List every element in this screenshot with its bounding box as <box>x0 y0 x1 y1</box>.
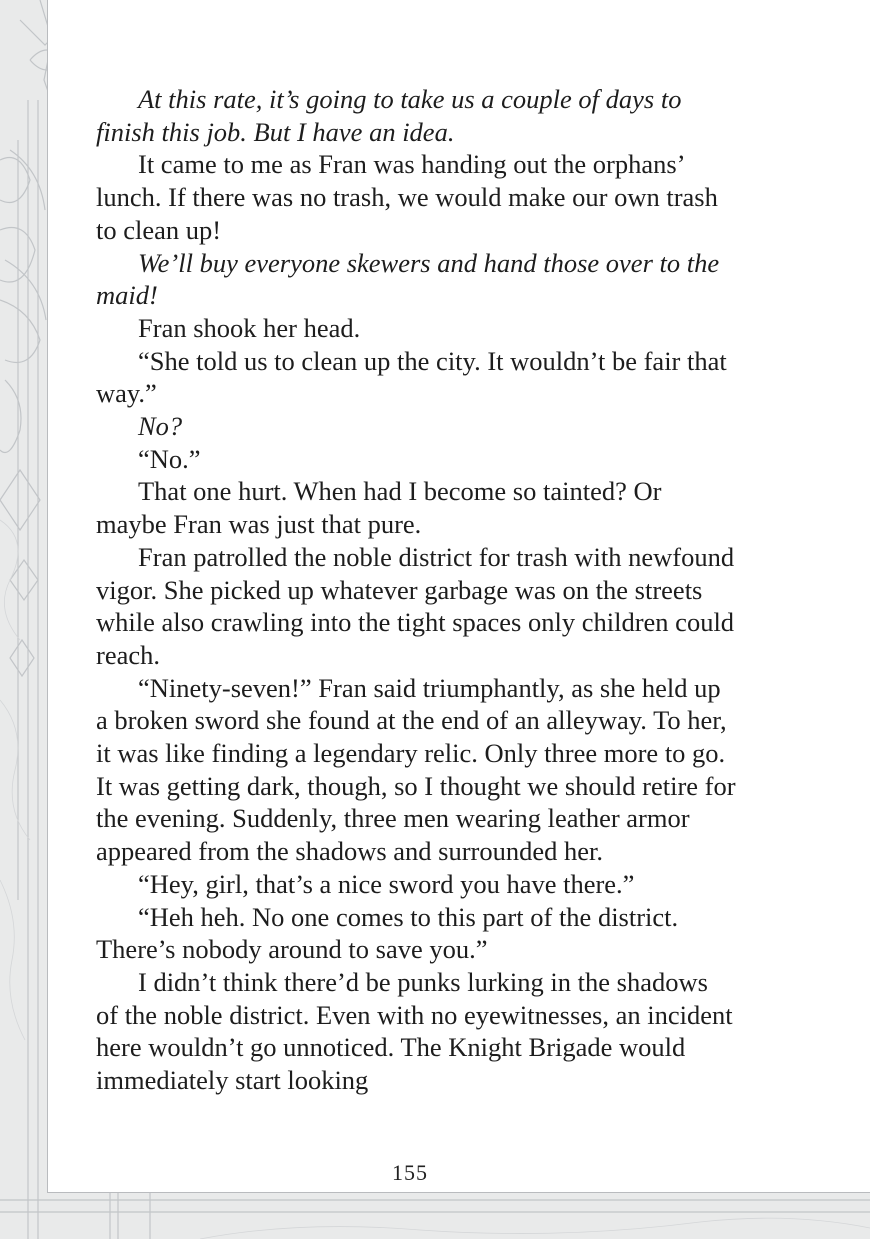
paragraph: It came to me as Fran was handing out the orphans’ lunch. If there was no trash, we would make our own trash to clean up! <box>96 149 718 245</box>
paragraph: “No.” <box>138 443 201 474</box>
paragraph: We’ll buy everyone skewers and hand those over to the maid! <box>96 247 720 311</box>
paragraph: Fran patrolled the noble district for trash with newfound vigor. She picked up whatever garbage was on the streets while also crawling into the tight spaces only children could reach. <box>96 541 735 670</box>
page-number: 155 <box>392 1160 428 1185</box>
paragraph: “Ninety-seven!” Fran said triumphantly, as she held up a broken sword she found at the end of an alleyway. To her, it was like finding a legendary relic. Only three more to go. It was getting dark, though, so I thought we should retire for the evening. Suddenly, three men wearing leather armor appeared from the shadows and surrounded her. <box>96 672 736 867</box>
paragraph: At this rate, it’s going to take us a couple of days to finish this job. But I have an idea. <box>96 84 682 147</box>
paragraph: “Hey, girl, that’s a nice sword you have there.” <box>138 868 635 899</box>
paragraph: “She told us to clean up the city. It wouldn’t be fair that way.” <box>96 345 727 409</box>
paragraph: “Heh heh. No one comes to this part of the district. There’s nobody around to save you.” <box>96 901 679 965</box>
body-text <box>96 83 736 1097</box>
paragraph: No? <box>138 411 183 442</box>
paragraph: I didn’t think there’d be punks lurking in the shadows of the noble district. Even with no eyewitnesses, an incident here wouldn’t go unnoticed. The Knight Brigade would immediately start looking <box>96 966 733 1096</box>
paragraph: That one hurt. When had I become so tainted? Or maybe Fran was just that pure. <box>96 476 662 540</box>
paragraph: Fran shook her head. <box>138 312 361 343</box>
